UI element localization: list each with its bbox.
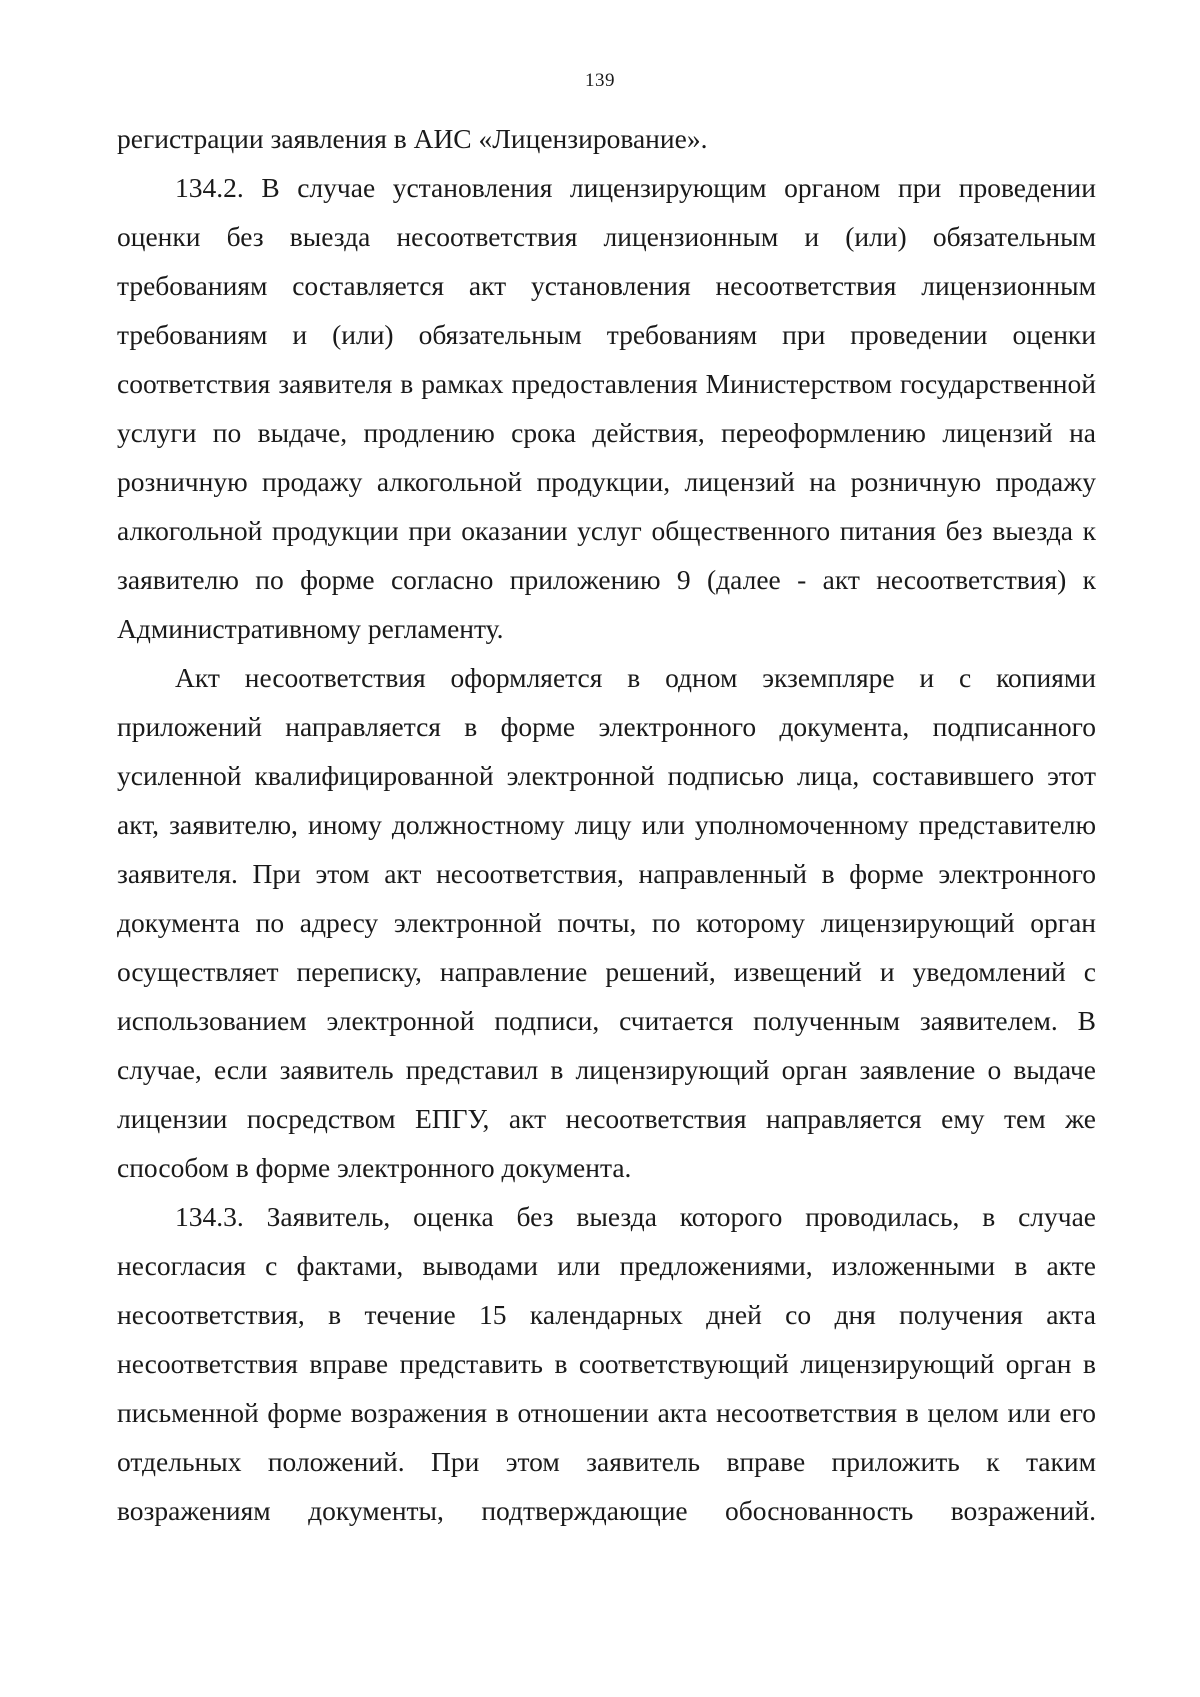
paragraph-act-of-noncompliance: Акт несоответствия оформляется в одном экземпляре и с копиями приложений направляется в форме электронного документа, подписанного усиленной квалифицированной электронной подписью лица, составившего этот акт, заявителю, иному должностному лицу или уполномоченному представителю заявителя. При этом акт несоответствия, направленный в форме электронного документа по адресу электронной почты, по которому лицензирующий орган осуществляет переписку, направление решений, извещений и уведомлений с использованием электронной подписи, считается полученным заявителем. В случае, если заявитель представил в лицензирующий орган заявление о выдаче лицензии посредством ЕПГУ, акт несоответствия направляется ему тем же способом в форме электронного документа. (117, 662, 1096, 1183)
paragraph-134-3: 134.3. Заявитель, оценка без выезда которого проводилась, в случае несогласия с фактами, выводами или предложениями, изложенными в акте несоответствия, в течение 15 календарных дней со дня получения акта несоответствия вправе представить в соответствующий лицензирующий орган в письменной форме возражения в отношении акта несоответствия в целом или его отдельных положений. При этом заявитель вправе приложить к таким возражениям документы, подтверждающие обоснованность возражений. (117, 1201, 1096, 1526)
page-number: 139 (585, 70, 615, 91)
paragraph-continuation: регистрации заявления в АИС «Лицензирование». (117, 123, 708, 154)
paragraph-134-2: 134.2. В случае установления лицензирующим органом при проведении оценки без выезда несоответствия лицензионным и (или) обязательным требованиям составляется акт установления несоответствия лицензионным требованиям и (или) обязательным требованиям при проведении оценки соответствия заявителя в рамках предоставления Министерством государственной услуги по выдаче, продлению срока действия, переоформлению лицензий на розничную продажу алкогольной продукции, лицензий на розничную продажу алкогольной продукции при оказании услуг общественного питания без выезда к заявителю по форме согласно приложению 9 (далее - акт несоответствия) к Административному регламенту. (117, 172, 1096, 644)
document-body (117, 114, 1096, 1535)
